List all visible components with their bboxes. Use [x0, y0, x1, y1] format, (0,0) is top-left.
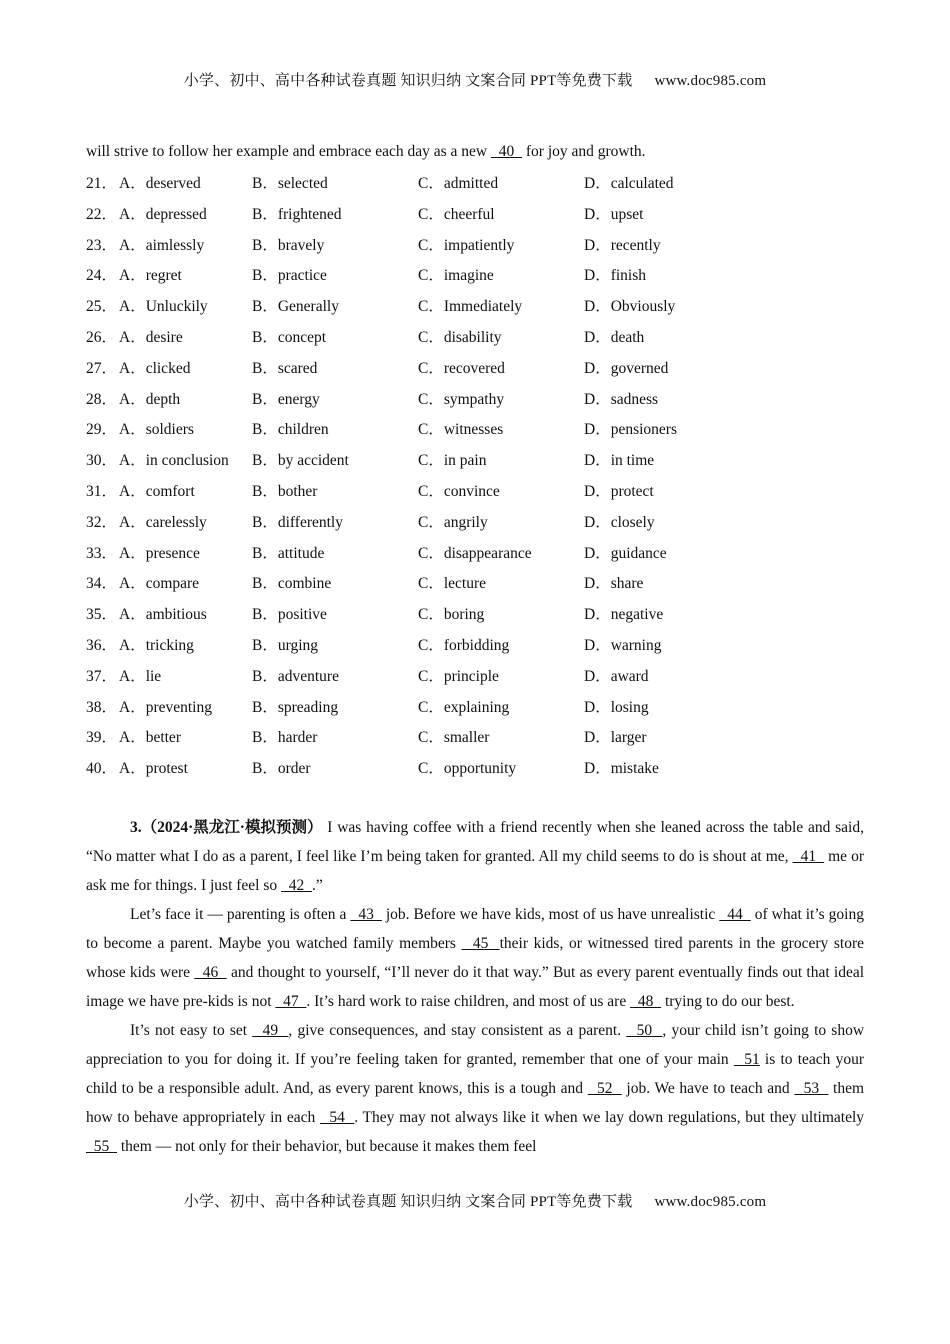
option-b: B．bother: [252, 482, 318, 500]
question-number: 27．: [86, 359, 118, 377]
answer-blank: 46: [194, 964, 227, 981]
option-b: B．practice: [252, 267, 327, 285]
passage-text: and thought to yourself, “I’ll never do it that way.” But as every parent eventually finds out that ideal image we have pre-kids is not: [86, 964, 865, 1010]
option-d: D．closely: [584, 513, 655, 531]
option-a: A．ambitious: [119, 606, 207, 624]
passage-text: , give consequences, and stay consistent as a parent.: [288, 1022, 627, 1039]
option-b: B．attitude: [252, 544, 325, 562]
option-c: C．witnesses: [418, 421, 504, 439]
option-d: D．recently: [584, 236, 661, 254]
option-c: C．angrily: [418, 513, 488, 531]
question-number: 21．: [86, 175, 118, 192]
answer-blank: 51: [733, 1051, 760, 1068]
question-number: 39．: [86, 729, 118, 747]
question-number: 26．: [86, 328, 118, 346]
option-c: C．imagine: [418, 267, 494, 285]
option-d: D．negative: [584, 606, 664, 624]
answer-blank: 43: [350, 906, 382, 923]
option-d: D．Obviously: [584, 298, 676, 316]
option-a: A．comfort: [119, 482, 195, 500]
question-number: 36．: [86, 636, 118, 654]
option-row: [86, 510, 866, 541]
option-a: A．protest: [119, 760, 188, 778]
option-c: C．admitted: [418, 175, 499, 192]
option-row: [86, 202, 866, 233]
option-a: A．desire: [119, 328, 183, 346]
option-b: B．urging: [252, 636, 319, 654]
option-a: A．soldiers: [119, 421, 194, 439]
option-a: A．deserved: [119, 175, 201, 192]
option-b: B．bravely: [252, 236, 325, 254]
option-d: D．share: [584, 575, 644, 593]
option-d: D．pensioners: [584, 421, 677, 439]
option-b: B．by accident: [252, 452, 349, 470]
question-number: 35．: [86, 606, 118, 624]
option-b: B．scared: [252, 359, 318, 377]
option-c: C．disappearance: [418, 544, 532, 562]
option-b: B．children: [252, 421, 329, 439]
question-heading: 3.（2024·黑龙江·模拟预测）: [130, 819, 323, 836]
passage-text: them how to behave appropriately in each: [86, 1080, 865, 1126]
option-row: [86, 756, 866, 787]
option-c: C．principle: [418, 667, 499, 685]
question-number: 24．: [86, 267, 118, 285]
option-c: C．Immediately: [418, 298, 523, 316]
question-number: 22．: [86, 205, 118, 223]
option-b: B．differently: [252, 513, 343, 531]
header-site-link[interactable]: www.doc985.com: [654, 73, 767, 89]
option-row: [86, 171, 866, 202]
answer-blank: 49: [252, 1022, 289, 1039]
passage-text: Let’s face it — parenting is often a: [130, 906, 351, 923]
option-row: [86, 233, 866, 264]
passage-text: . They may not always like it when we lay down regulations, but they ultimately: [354, 1109, 865, 1126]
option-row: [86, 479, 866, 510]
option-b: B．Generally: [252, 298, 339, 316]
option-b: B．order: [252, 760, 311, 778]
cloze-passage: [86, 813, 864, 1161]
option-d: D．protect: [584, 482, 654, 500]
answer-blank: 55: [86, 1138, 117, 1155]
passage-text: trying to do our best.: [661, 993, 795, 1010]
passage-text: them — not only for their behavior, but because it makes them feel: [117, 1138, 537, 1155]
answer-blank: 53: [794, 1080, 829, 1097]
option-c: C．explaining: [418, 698, 510, 716]
option-a: A．tricking: [119, 636, 194, 654]
option-row: [86, 664, 866, 695]
passage-text: . It’s hard work to raise children, and most of us are: [306, 993, 631, 1010]
question-number: 38．: [86, 698, 118, 716]
option-d: D．death: [584, 328, 645, 346]
option-c: C．recovered: [418, 359, 505, 377]
passage-text: It’s not easy to set: [130, 1022, 253, 1039]
passage-text: .”: [312, 877, 323, 894]
option-c: C．forbidding: [418, 636, 510, 654]
option-b: B．positive: [252, 606, 327, 624]
option-a: A．depth: [119, 390, 181, 408]
option-a: A．in conclusion: [119, 452, 229, 470]
option-c: C．boring: [418, 606, 485, 624]
option-a: A．lie: [119, 667, 162, 685]
footer-site-link[interactable]: www.doc985.com: [654, 1194, 767, 1210]
option-a: A．depressed: [119, 205, 207, 223]
option-d: D．guidance: [584, 544, 667, 562]
question-number: 37．: [86, 667, 118, 685]
page-footer: [0, 1190, 950, 1211]
option-row: [86, 356, 866, 387]
option-row: [86, 448, 866, 479]
question-number: 31．: [86, 482, 118, 500]
option-c: C．disability: [418, 328, 502, 346]
option-c: C．impatiently: [418, 236, 515, 254]
option-row: [86, 294, 866, 325]
passage-text: , your child isn’t going to show appreciation to you for doing it. If you’re feeling taken for granted, remember that one of your main: [86, 1022, 865, 1068]
option-c: C．sympathy: [418, 390, 505, 408]
passage-text: of what it’s going to become a parent. Maybe you watched family members: [86, 906, 864, 952]
option-a: A．clicked: [119, 359, 191, 377]
passage-text: I was having coffee with a friend recently when she leaned across the table and said, “No matter what I do as a parent, I feel like I’m being taken for granted. All my child seems to do is shout at me,: [86, 819, 864, 865]
question-number: 29．: [86, 421, 118, 439]
option-c: C．opportunity: [418, 760, 517, 778]
option-a: A．regret: [119, 267, 182, 285]
answer-options-list: [86, 171, 866, 787]
option-a: A．better: [119, 729, 181, 747]
footer-text: 小学、初中、高中各种试卷真题 知识归纳 文案合同 PPT等免费下载: [183, 1194, 633, 1210]
question-number: 28．: [86, 390, 118, 408]
option-d: D．sadness: [584, 390, 659, 408]
passage-paragraph-2: [86, 900, 864, 1016]
question-number: 32．: [86, 513, 118, 531]
answer-blank: 45: [461, 935, 500, 952]
option-d: D．finish: [584, 267, 647, 285]
answer-blank: 44: [719, 906, 751, 923]
lead-sentence: [86, 143, 646, 161]
option-row: [86, 602, 866, 633]
answer-blank: 40: [491, 143, 522, 160]
answer-blank: 47: [275, 993, 307, 1010]
answer-blank: 52: [587, 1080, 622, 1097]
option-b: B．spreading: [252, 698, 339, 716]
option-a: A．presence: [119, 544, 200, 562]
page-header: [0, 69, 950, 90]
option-d: D．mistake: [584, 760, 659, 778]
question-number: 40．: [86, 760, 118, 778]
option-d: D．calculated: [584, 175, 674, 192]
passage-paragraph-3: [86, 1016, 864, 1161]
option-c: C．smaller: [418, 729, 490, 747]
option-row: [86, 325, 866, 356]
option-d: D．losing: [584, 698, 649, 716]
option-d: D．governed: [584, 359, 669, 377]
option-d: D．larger: [584, 729, 647, 747]
option-a: A．preventing: [119, 698, 212, 716]
option-a: A．compare: [119, 575, 200, 593]
answer-blank: 41: [792, 848, 825, 865]
option-d: D．award: [584, 667, 649, 685]
question-number: 34．: [86, 575, 118, 593]
option-b: B．energy: [252, 390, 320, 408]
option-c: C．lecture: [418, 575, 487, 593]
option-d: D．in time: [584, 452, 655, 470]
option-b: B．adventure: [252, 667, 339, 685]
passage-text: is to teach your child to be a responsible adult. And, as every parent knows, this is a tough and: [86, 1051, 864, 1097]
option-b: B．combine: [252, 575, 332, 593]
option-b: B．selected: [252, 175, 328, 192]
option-b: B．concept: [252, 328, 327, 346]
option-row: [86, 387, 866, 418]
option-row: [86, 263, 866, 294]
passage-text: me or ask me for things. I just feel so: [86, 848, 864, 894]
option-a: A．aimlessly: [119, 236, 205, 254]
option-d: D．warning: [584, 636, 662, 654]
option-b: B．harder: [252, 729, 318, 747]
answer-blank: 50: [626, 1022, 663, 1039]
lead-text-before: will strive to follow her example and embrace each day as a new: [86, 143, 491, 160]
option-row: [86, 571, 866, 602]
question-number: 23．: [86, 236, 118, 254]
question-number: 33．: [86, 544, 118, 562]
question-number: 25．: [86, 298, 118, 316]
question-number: 30．: [86, 452, 118, 470]
option-d: D．upset: [584, 205, 644, 223]
header-text: 小学、初中、高中各种试卷真题 知识归纳 文案合同 PPT等免费下载: [183, 73, 633, 89]
option-row: [86, 725, 866, 756]
lead-text-after: for joy and growth.: [522, 143, 646, 160]
option-c: C．convince: [418, 482, 500, 500]
answer-blank: 48: [630, 993, 662, 1010]
answer-blank: 54: [319, 1109, 355, 1126]
answer-blank: 42: [281, 877, 313, 894]
option-b: B．frightened: [252, 205, 342, 223]
option-a: A．Unluckily: [119, 298, 208, 316]
option-row: [86, 417, 866, 448]
passage-paragraph-1: [86, 813, 864, 900]
passage-text: job. Before we have kids, most of us have unrealistic: [381, 906, 720, 923]
option-c: C．cheerful: [418, 205, 495, 223]
passage-text: job. We have to teach and: [621, 1080, 795, 1097]
option-row: [86, 633, 866, 664]
option-a: A．carelessly: [119, 513, 207, 531]
passage-text: their kids, or witnessed tired parents in the grocery store whose kids were: [86, 935, 865, 981]
option-row: [86, 541, 866, 572]
option-row: [86, 695, 866, 726]
option-c: C．in pain: [418, 452, 487, 470]
